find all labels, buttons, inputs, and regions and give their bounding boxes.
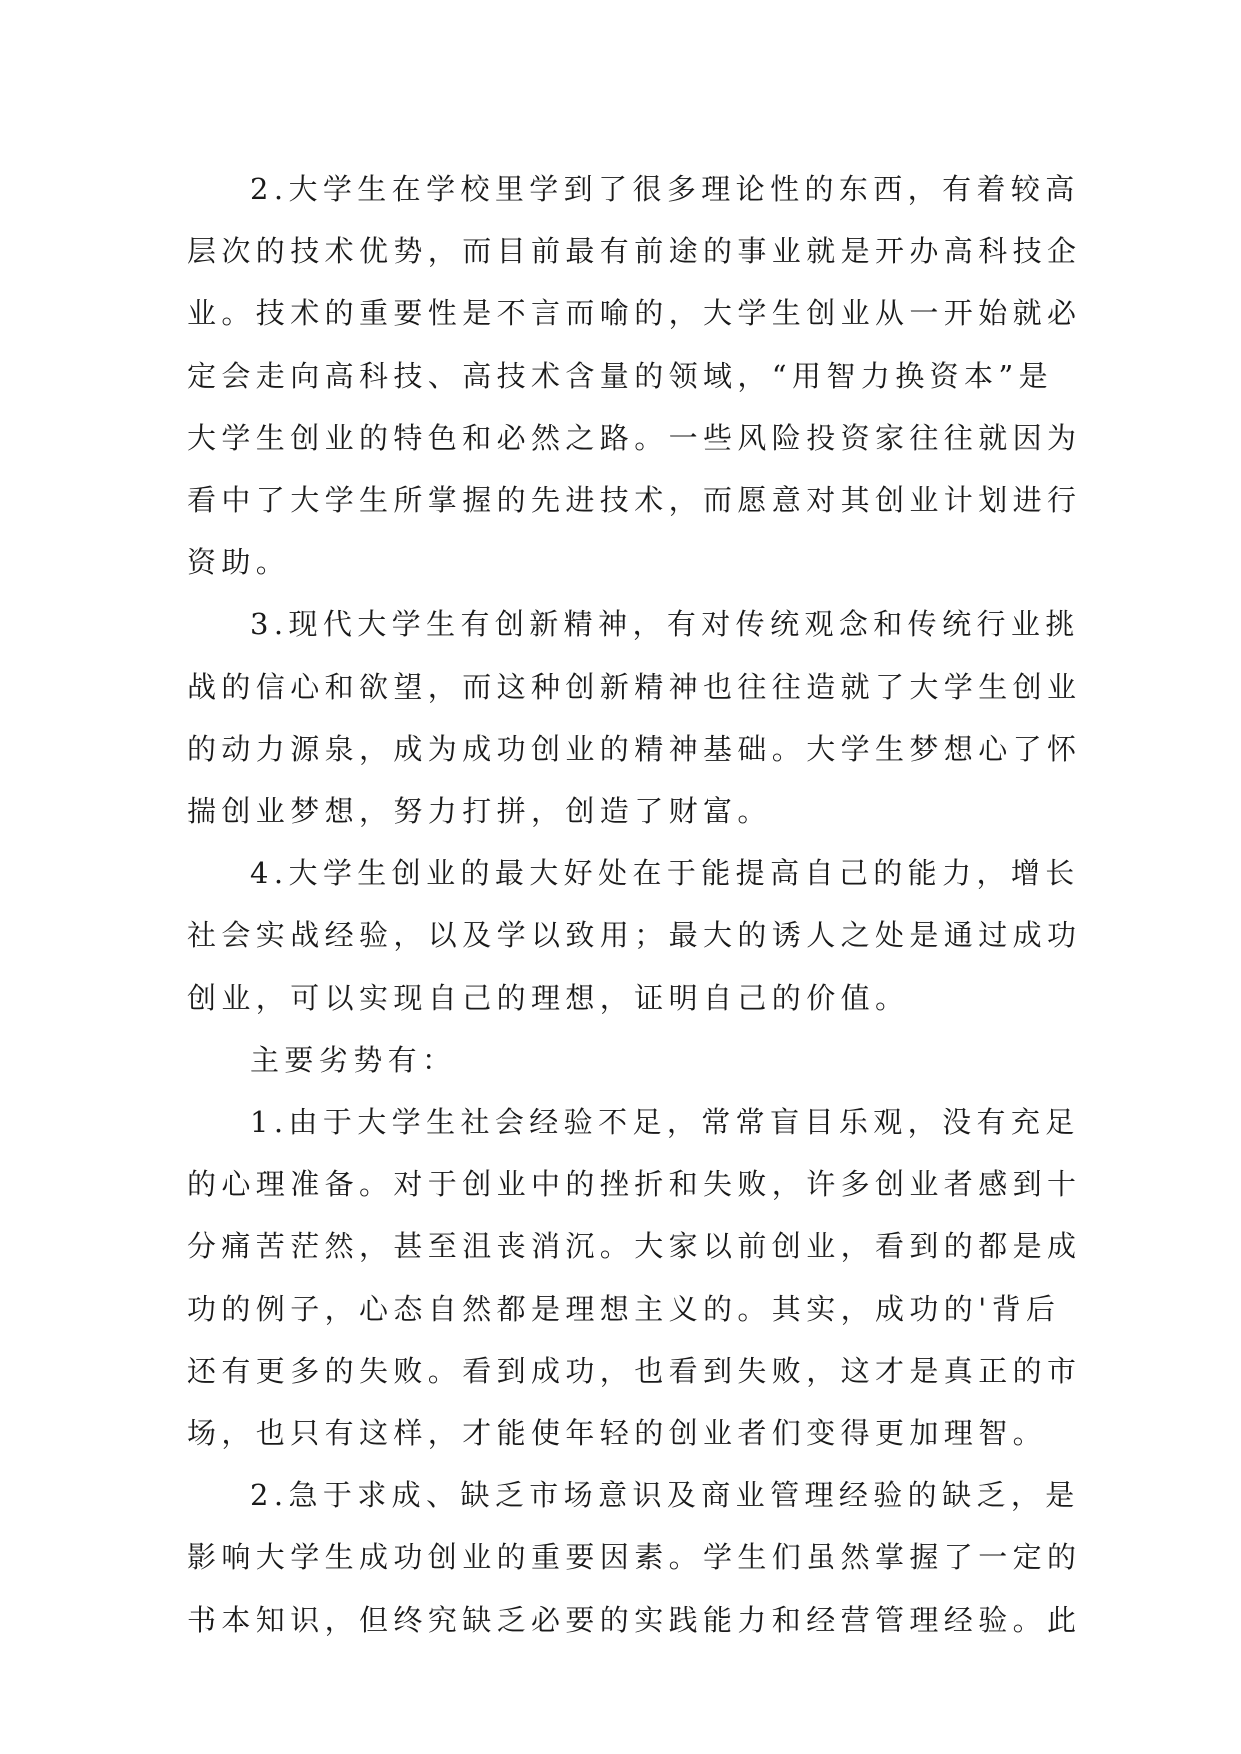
text-line: 揣创业梦想，努力打拼，创造了财富。 [187,794,772,829]
text-line: 功的例子，心态自然都是理想主义的。其实，成功的'背后 [187,1291,1061,1326]
text-line: 创业，可以实现自己的理想，证明自己的价值。 [187,980,910,1015]
text-line: 层次的技术优势，而目前最有前途的事业就是开办高科技企 [187,234,1082,269]
text-line: 1.由于大学生社会经验不足，常常盲目乐观，没有充足 [250,1105,1080,1140]
text-line: 2.急于求成、缺乏市场意识及商业管理经验的缺乏，是 [250,1478,1080,1513]
text-line: 的心理准备。对于创业中的挫折和失败，许多创业者感到十 [187,1167,1082,1202]
text-line: 分痛苦茫然，甚至沮丧消沉。大家以前创业，看到的都是成 [187,1229,1082,1264]
section-heading-disadvantages [187,1029,1047,1091]
text-line: 3.现代大学生有创新精神，有对传统观念和传统行业挑 [250,607,1080,642]
text-line: 还有更多的失败。看到成功，也看到失败，这才是真正的市 [187,1353,1082,1388]
paragraph-advantage-3 [187,593,1082,842]
text-line: 场，也只有这样，才能使年轻的创业者们变得更加理智。 [187,1416,1048,1451]
text-line: 主要劣势有： [250,1042,457,1077]
text-line: 大学生创业的特色和必然之路。一些风险投资家往往就因为 [187,420,1082,455]
text-line: 战的信心和欲望，而这种创新精神也往往造就了大学生创业 [187,669,1082,704]
text-line: 定会走向高科技、高技术含量的领域，“用智力换资本”是 [187,358,1054,393]
text-line: 业。技术的重要性是不言而喻的，大学生创业从一开始就必 [187,296,1082,331]
text-line: 2.大学生在学校里学到了很多理论性的东西，有着较高 [250,172,1080,206]
text-line: 的动力源泉，成为成功创业的精神基础。大学生梦想心了怀 [187,731,1082,766]
text-line: 社会实战经验，以及学以致用；最大的诱人之处是通过成功 [187,918,1082,953]
paragraph-advantage-4 [187,842,1082,1029]
paragraph-disadvantage-2 [187,1464,1082,1651]
paragraph-advantage-2 [187,158,1082,593]
text-line: 看中了大学生所掌握的先进技术，而愿意对其创业计划进行 [187,483,1082,518]
document-body [187,158,1082,1651]
paragraph-disadvantage-1 [187,1091,1082,1464]
text-line: 资助。 [187,545,291,580]
text-line: 影响大学生成功创业的重要因素。学生们虽然掌握了一定的 [187,1540,1082,1575]
text-line: 4.大学生创业的最大好处在于能提高自己的能力，增长 [250,856,1080,891]
text-line: 书本知识，但终究缺乏必要的实践能力和经营管理经验。此 [187,1602,1082,1637]
